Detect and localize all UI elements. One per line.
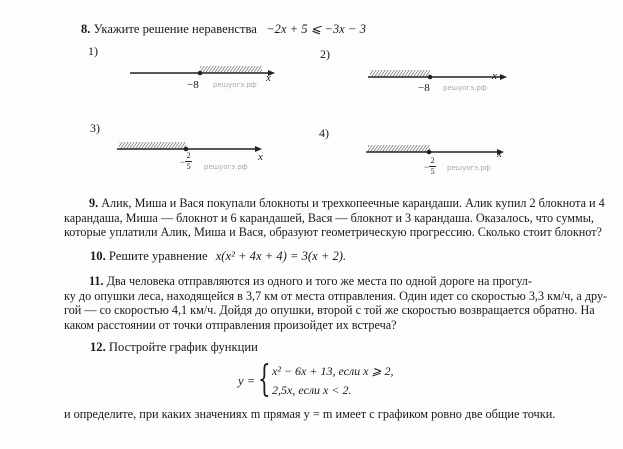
task12-lhs: y = bbox=[238, 374, 256, 388]
option-3-axis-label: x bbox=[258, 151, 263, 163]
option-1-number-line[interactable] bbox=[130, 56, 280, 94]
option-1-hatch bbox=[200, 66, 262, 73]
task8-text: Укажите решение неравенства bbox=[93, 22, 257, 36]
option-2-watermark: решуогэ.рф bbox=[443, 84, 487, 92]
option-4-number-line[interactable] bbox=[365, 142, 515, 164]
option-3-watermark: решуогэ.рф bbox=[204, 163, 248, 171]
option-2-hatch bbox=[370, 70, 430, 77]
option-1-axis-label: x bbox=[266, 72, 271, 84]
option-4-label[interactable]: 4) bbox=[319, 126, 329, 140]
task10-equation: x(x² + 4x + 4) = 3(x + 2). bbox=[215, 249, 347, 263]
task12-text: Постройте график функции bbox=[108, 340, 258, 354]
task8-inequality: −2x + 5 ⩽ −3x − 3 bbox=[266, 22, 366, 36]
task11-paragraph bbox=[64, 274, 607, 332]
task12-brace: { bbox=[258, 359, 271, 400]
task11-line-3: гой — со скоростью 4,1 км/ч. Дойдя до опушки, второй с той же скоростью возвращается обратно. На bbox=[64, 303, 595, 317]
task11-line-2: ку до опушки леса, находящейся в 3,7 км от места отправления. Один идет со скоростью 3,3 км/ч, а дру- bbox=[64, 288, 608, 303]
task9-paragraph bbox=[64, 196, 605, 240]
task12-case-2: 2,5x, если x < 2. bbox=[272, 383, 352, 397]
option-2-point bbox=[428, 75, 433, 80]
task11-line-4: каком расстоянии от точки отправления произойдет их встреча? bbox=[64, 317, 397, 332]
option-2-label[interactable]: 2) bbox=[320, 47, 330, 61]
option-3-number-line[interactable] bbox=[115, 139, 275, 161]
task9-line-1: Алик, Миша и Вася покупали блокноты и трехкопеечные карандаши. Алик купил 2 блокнота и 4 bbox=[101, 196, 605, 210]
option-2-tick: −8 bbox=[418, 82, 430, 94]
option-3-label[interactable]: 3) bbox=[90, 121, 100, 135]
task12-number: 12. bbox=[90, 340, 106, 354]
task12-footer: и определите, при каких значениях m прямая y = m имеет с графиком ровно две общие точки. bbox=[64, 407, 556, 421]
option-4-watermark: решуогэ.рф bbox=[447, 164, 491, 172]
task10-heading bbox=[90, 249, 346, 264]
task12-case-1: x² − 6x + 13, если x ⩾ 2, bbox=[272, 364, 394, 378]
option-4-tick: − $\frac{2}{5}$ bbox=[424, 156, 435, 176]
option-4-axis-label: x bbox=[497, 148, 502, 160]
option-4-hatch bbox=[368, 145, 430, 152]
task8-heading bbox=[81, 22, 366, 37]
task12-heading bbox=[90, 340, 258, 355]
task10-text: Решите уравнение bbox=[108, 249, 208, 263]
option-1-tick: −8 bbox=[187, 79, 199, 91]
option-1-point bbox=[198, 71, 203, 76]
option-3-tick: − $\frac{2}{5}$ bbox=[180, 151, 191, 171]
option-4-point bbox=[427, 150, 432, 155]
task10-number: 10. bbox=[90, 249, 106, 263]
option-1-watermark: решуогэ.рф bbox=[213, 81, 257, 89]
task8-number: 8. bbox=[81, 22, 91, 36]
option-2-axis-label: x bbox=[492, 70, 497, 82]
option-2-arrow bbox=[500, 74, 507, 80]
task9-line-2: карандаша, Миша — блокнот и 6 карандашей, Вася — блокнот и 3 карандаша. Оказалось, что суммы, bbox=[64, 210, 594, 225]
option-1-label[interactable]: 1) bbox=[88, 44, 98, 58]
option-3-hatch bbox=[119, 142, 186, 149]
task11-line-1: Два человека отправляются из одного и того же места по одной дороге на прогул- bbox=[106, 274, 532, 288]
task11-number: 11. bbox=[89, 274, 104, 288]
task9-line-3: которые уплатили Алик, Миша и Вася, образуют геометрическую прогрессию. Сколько стоит блокнот? bbox=[64, 225, 602, 239]
task9-number: 9. bbox=[89, 196, 99, 210]
